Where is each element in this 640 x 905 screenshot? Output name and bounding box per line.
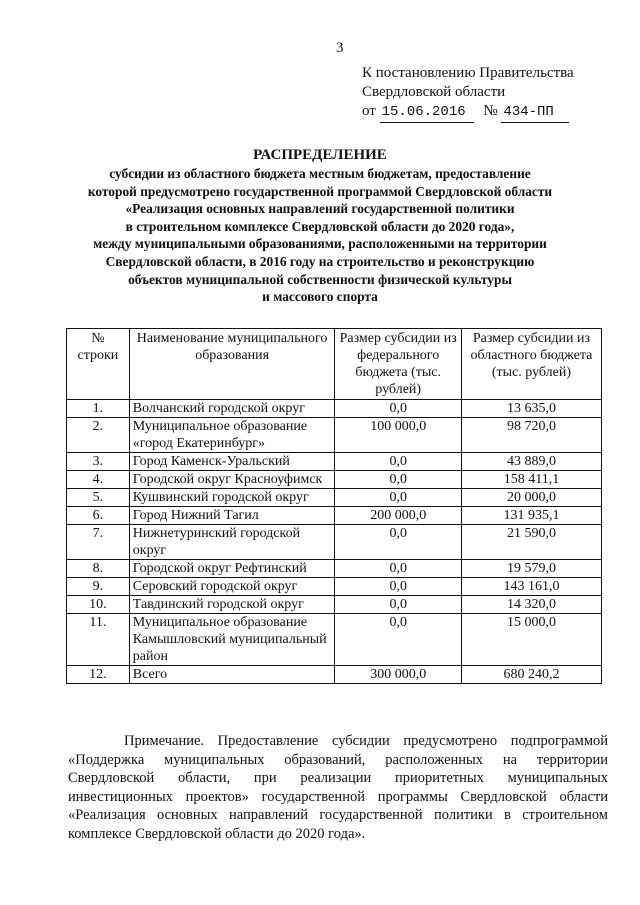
row-number: 10. [67, 596, 130, 614]
federal-amount: 0,0 [335, 400, 461, 418]
subtitle-line: в строительном комплексе Свердловской области до 2020 года», [125, 218, 515, 234]
subtitle-line: объектов муниципальной собственности физической культуры [128, 271, 512, 287]
row-number: 2. [67, 418, 130, 453]
table-row [67, 507, 602, 525]
row-number: 8. [67, 560, 130, 578]
row-number: 9. [67, 578, 130, 596]
row-number: 5. [67, 489, 130, 507]
row-number: 7. [67, 525, 130, 560]
header-regional-subsidy: Размер субсидии из областного бюджета (тыс. рублей) [461, 329, 601, 400]
regional-amount: 20 000,0 [461, 489, 601, 507]
subtitle-line: которой предусмотрено государственной программой Свердловской области [87, 183, 553, 199]
regional-amount: 21 590,0 [461, 525, 601, 560]
row-number: 12. [67, 666, 130, 684]
table-row [67, 471, 602, 489]
federal-amount: 0,0 [335, 560, 461, 578]
regional-amount: 98 720,0 [461, 418, 601, 453]
federal-total: 300 000,0 [335, 666, 461, 684]
table-row [67, 578, 602, 596]
regional-amount: 19 579,0 [461, 560, 601, 578]
table-row [67, 489, 602, 507]
resolution-number: 434-ПП [501, 103, 569, 123]
municipality-name: Кушвинский городской округ [129, 489, 335, 507]
municipality-name: Городской округ Красноуфимск [129, 471, 335, 489]
table-row [67, 596, 602, 614]
federal-amount: 200 000,0 [335, 507, 461, 525]
regional-amount: 15 000,0 [461, 614, 601, 666]
municipality-name: Муниципальное образование Камышловский муниципальный район [129, 614, 335, 666]
row-number: 1. [67, 400, 130, 418]
federal-amount: 0,0 [335, 453, 461, 471]
row-number: 6. [67, 507, 130, 525]
regional-amount: 143 161,0 [461, 578, 601, 596]
federal-amount: 0,0 [335, 614, 461, 666]
row-number: 3. [67, 453, 130, 471]
document-header [362, 64, 574, 123]
subtitle-line: Свердловской области, в 2016 году на строительство и реконструкцию [105, 253, 535, 269]
regional-amount: 131 935,1 [461, 507, 601, 525]
row-number: 11. [67, 614, 130, 666]
federal-amount: 0,0 [335, 578, 461, 596]
municipality-name: Тавдинский городской округ [129, 596, 335, 614]
regional-amount: 158 411,1 [461, 471, 601, 489]
subtitle-line: субсидии из областного бюджета местным бюджетам, предоставление [109, 166, 531, 181]
footnote-text: Примечание. Предоставление субсидии предусмотрено подпрограммой «Поддержка муниципальных образований, расположенных на территории Свердловской области, при реализации приоритетных муниципальных инвестиционных проектов» государственной программы Свердловской области «Реализация основных направлений государственной политики в строительном комплексе Свердловской области до 2020 года». [68, 733, 608, 842]
federal-amount: 0,0 [335, 525, 461, 560]
municipality-name: Нижнетуринский городской округ [129, 525, 335, 560]
municipality-name: Серовский городской округ [129, 578, 335, 596]
table-row [67, 453, 602, 471]
municipality-name: Город Нижний Тагил [129, 507, 335, 525]
federal-amount: 100 000,0 [335, 418, 461, 453]
footnote [68, 732, 608, 843]
row-number: 4. [67, 471, 130, 489]
regional-amount: 43 889,0 [461, 453, 601, 471]
regional-total: 680 240,2 [461, 666, 601, 684]
page-number: 3 [336, 40, 344, 56]
subtitle-line: «Реализация основных направлений государственной политики [125, 201, 515, 217]
table-header-row [67, 329, 602, 400]
regional-amount: 13 635,0 [461, 400, 601, 418]
table-total-row [67, 666, 602, 684]
header-federal-subsidy: Размер субсидии из федерального бюджета (тыс. рублей) [335, 329, 461, 400]
federal-amount: 0,0 [335, 596, 461, 614]
number-prefix: № [483, 103, 498, 119]
date-prefix: от [362, 103, 376, 119]
subsidy-table [66, 328, 602, 684]
table-row [67, 560, 602, 578]
header-row-number: № строки [67, 329, 130, 400]
document-title: РАСПРЕДЕЛЕНИЕ [253, 147, 387, 163]
municipality-name: Городской округ Рефтинский [129, 560, 335, 578]
municipality-name: Муниципальное образование «город Екатеринбург» [129, 418, 335, 453]
header-line-2: Свердловской области [362, 84, 506, 100]
subtitle-line: между муниципальными образованиями, расположенными на территории [93, 236, 547, 252]
resolution-date: 15.06.2016 [380, 103, 474, 123]
table-row [67, 525, 602, 560]
header-municipality: Наименование муниципального образования [129, 329, 335, 400]
subtitle-line: и массового спорта [262, 289, 378, 305]
total-label: Всего [129, 666, 335, 684]
federal-amount: 0,0 [335, 489, 461, 507]
table-row [67, 614, 602, 666]
header-date-line [362, 102, 574, 123]
municipality-name: Город Каменск-Уральский [129, 453, 335, 471]
table-row [67, 400, 602, 418]
document-subtitle [60, 165, 580, 306]
header-line-1: К постановлению Правительства [362, 65, 574, 81]
regional-amount: 14 320,0 [461, 596, 601, 614]
table-row [67, 418, 602, 453]
municipality-name: Волчанский городской округ [129, 400, 335, 418]
federal-amount: 0,0 [335, 471, 461, 489]
